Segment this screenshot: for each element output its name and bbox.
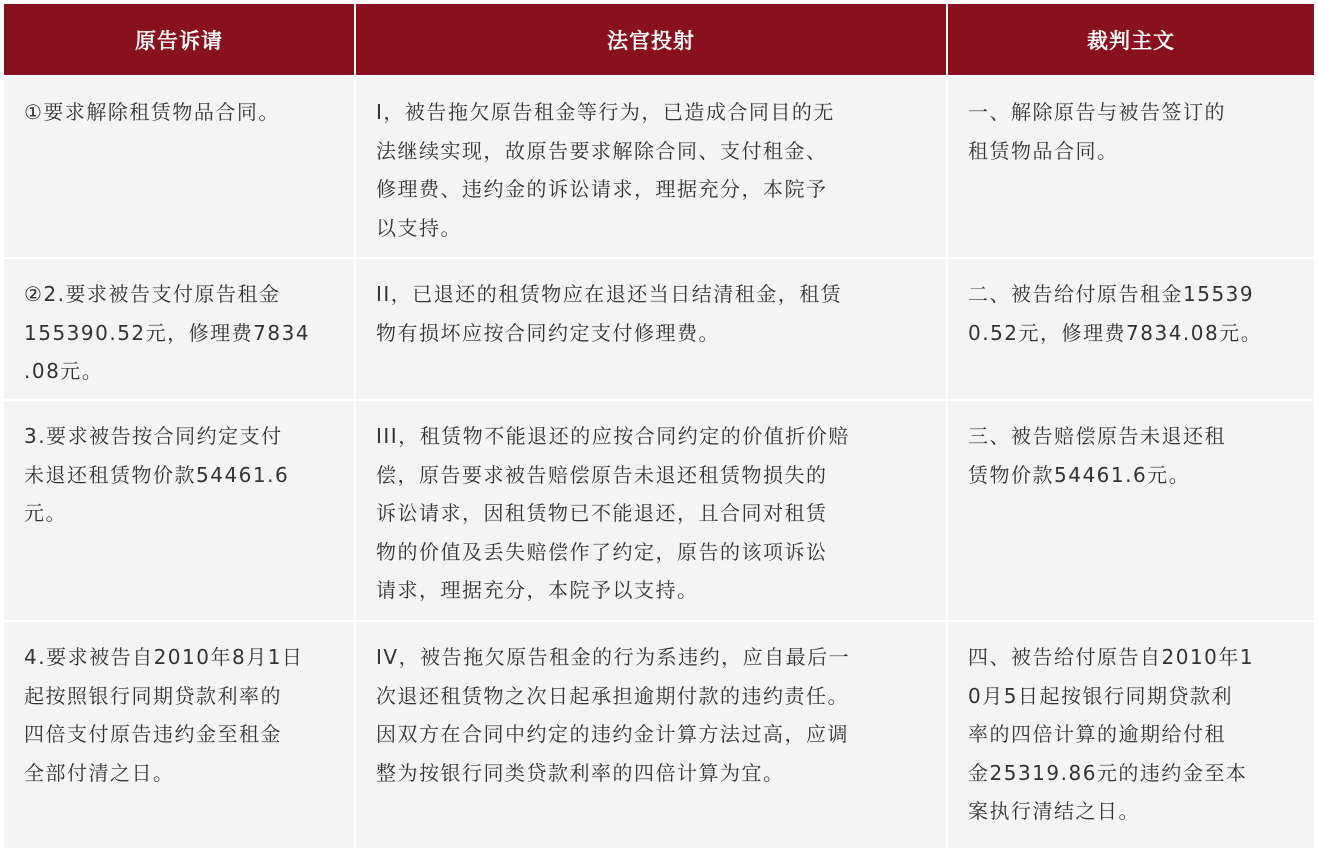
cell-text-line: 以支持。 [376, 215, 462, 240]
cell-text-line: 0.52元，修理费7834.08元。 [968, 320, 1263, 345]
table-row [4, 259, 1316, 401]
cell-judgment [948, 401, 1314, 620]
cell-judge-reasoning [356, 77, 946, 257]
cell-text-line: 四倍支付原告违约金至租金 [24, 722, 282, 746]
cell-text-line: 0月5日起按银行同期贷款利 [968, 683, 1233, 708]
cell-judge-reasoning [356, 401, 946, 620]
cell-text-line: 155390.52元，修理费7834 [24, 320, 311, 345]
cell-judgment [948, 77, 1314, 257]
cell-text-line: .08元。 [24, 359, 104, 383]
cell-text-line: 整为按银行同类贷款利率的四倍计算为宜。 [376, 760, 785, 785]
cell-plaintiff-claim [4, 401, 354, 620]
cell-text-line: III，租赁物不能退还的应按合同约定的价值折价赔 [376, 424, 850, 448]
cell-text-line: 一、解除原告与被告签订的 [968, 100, 1226, 124]
cell-text-line: 偿，原告要求被告赔偿原告未退还租赁物损失的 [376, 462, 828, 487]
cell-text-line: 法继续实现，故原告要求解除合同、支付租金、 [376, 138, 828, 163]
cell-text-line: 起按照银行同期贷款利率的 [24, 683, 282, 708]
cell-text-line: ②2.要求被告支付原告租金 [24, 282, 281, 306]
cell-text-line: 诉讼请求，因租赁物已不能退还，且合同对租赁 [376, 501, 828, 525]
cell-judge-reasoning [356, 259, 946, 399]
cell-text-line: 全部付清之日。 [24, 760, 175, 785]
cell-text-line: IV，被告拖欠原告租金的行为系违约，应自最后一 [376, 645, 851, 669]
cell-text-line: 元。 [24, 501, 67, 525]
judgment-comparison-table [4, 4, 1316, 848]
cell-judgment [948, 622, 1314, 848]
cell-plaintiff-claim [4, 622, 354, 848]
table-row [4, 401, 1316, 622]
header-row [4, 4, 1316, 77]
column-header-plaintiff-claim: 原告诉请 [4, 4, 354, 75]
cell-text-line: 因双方在合同中约定的违约金计算方法过高，应调 [376, 722, 849, 746]
cell-text-line: 3.要求被告按合同约定支付 [24, 424, 283, 448]
cell-judgment [948, 259, 1314, 399]
cell-plaintiff-claim [4, 259, 354, 399]
column-header-judgment: 裁判主文 [948, 4, 1314, 75]
cell-text-line: 请求，理据充分，本院予以支持。 [376, 578, 699, 602]
cell-text-line: 四、被告给付原告自2010年1 [968, 645, 1255, 669]
cell-text-line: I，被告拖欠原告租金等行为，已造成合同目的无 [376, 100, 835, 124]
cell-text-line: 次退还租赁物之次日起承担逾期付款的违约责任。 [376, 683, 849, 708]
cell-text-line: 租赁物品合同。 [968, 138, 1119, 163]
cell-text-line: 三、被告赔偿原告未退还租 [968, 424, 1226, 448]
table-row [4, 77, 1316, 259]
cell-text-line: 案执行清结之日。 [968, 799, 1140, 823]
cell-text-line: 物的价值及丢失赔偿作了约定，原告的该项诉讼 [376, 539, 828, 564]
cell-text-line: 4.要求被告自2010年8月1日 [24, 645, 304, 669]
cell-text-line: 物有损坏应按合同约定支付修理费。 [376, 320, 720, 345]
cell-text-line: 率的四倍计算的逾期给付租 [968, 722, 1226, 746]
cell-text-line: 赁物价款54461.6元。 [968, 462, 1191, 487]
cell-text-line: 金25319.86元的违约金至本 [968, 760, 1248, 785]
table-row [4, 622, 1316, 848]
cell-text-line: 修理费、违约金的诉讼请求，理据充分，本院予 [376, 177, 828, 201]
cell-plaintiff-claim [4, 77, 354, 257]
cell-text-line: ①要求解除租赁物品合同。 [24, 100, 280, 124]
cell-judge-reasoning [356, 622, 946, 848]
cell-text-line: 二、被告给付原告租金15539 [968, 282, 1255, 306]
column-header-judge-reasoning: 法官投射 [356, 4, 946, 75]
cell-text-line: II，已退还的租赁物应在退还当日结清租金，租赁 [376, 282, 843, 306]
cell-text-line: 未退还租赁物价款54461.6 [24, 462, 290, 487]
